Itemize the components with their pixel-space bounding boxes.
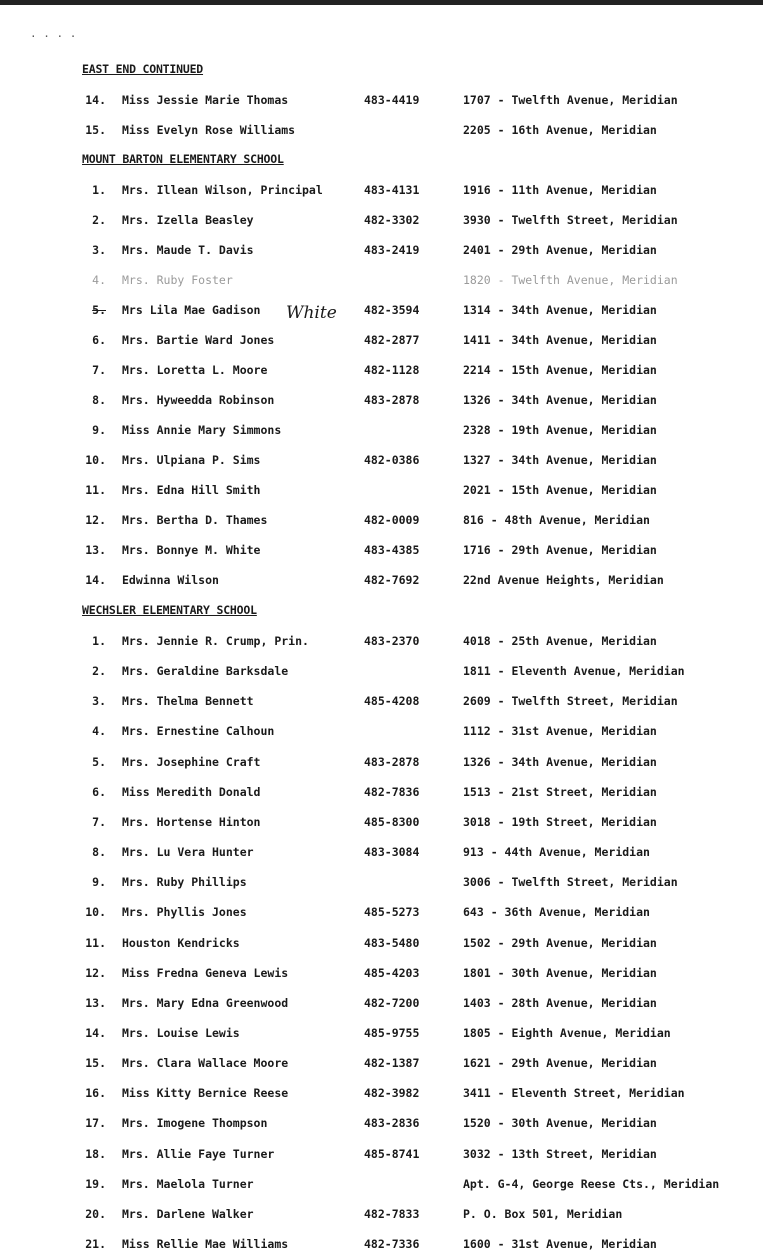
- entry-number: 7.: [92, 363, 106, 377]
- entry-number: 19.: [85, 1176, 106, 1191]
- entry-name: Mrs. Geraldine Barksdale: [122, 664, 289, 679]
- list-item: [0, 543, 763, 561]
- entry-number: 5.: [92, 754, 106, 769]
- entry-address: 3018 - 19th Street, Meridian: [463, 814, 657, 829]
- entry-address: 1811 - Eleventh Avenue, Meridian: [463, 664, 685, 679]
- entry-name: Mrs. Illean Wilson, Principal: [122, 183, 323, 197]
- entry-number: 11.: [85, 483, 106, 497]
- entry-name: Miss Kitty Bernice Reese: [122, 1086, 289, 1101]
- entry-address: 3411 - Eleventh Street, Meridian: [463, 1086, 685, 1101]
- entry-address: 2609 - Twelfth Street, Meridian: [463, 694, 678, 709]
- entry-name: Mrs. Ernestine Calhoun: [122, 724, 275, 739]
- entry-phone: 482-2877: [364, 333, 420, 347]
- list-item: [0, 93, 763, 111]
- entry-name: Miss Annie Mary Simmons: [122, 423, 282, 437]
- list-item: [0, 936, 763, 954]
- entry-address: 3930 - Twelfth Street, Meridian: [463, 213, 678, 227]
- top-border: [0, 0, 763, 5]
- entry-phone: 483-3084: [364, 845, 420, 860]
- entry-number: 5.: [92, 303, 106, 317]
- entry-address: 3006 - Twelfth Street, Meridian: [463, 875, 678, 890]
- entry-name: Mrs. Edna Hill Smith: [122, 483, 261, 497]
- entry-number: 17.: [85, 1116, 106, 1131]
- list-item: [0, 243, 763, 261]
- entry-name: Mrs. Ruby Foster: [122, 273, 233, 287]
- section-title-wechsler: WECHSLER ELEMENTARY SCHOOL: [82, 603, 257, 617]
- entry-name: Mrs. Hyweedda Robinson: [122, 393, 275, 407]
- entry-name: Mrs. Maude T. Davis: [122, 243, 254, 257]
- entry-name: Mrs. Ruby Phillips: [122, 875, 247, 890]
- entry-number: 9.: [92, 423, 106, 437]
- entry-name: Mrs. Louise Lewis: [122, 1025, 240, 1040]
- list-item: [0, 573, 763, 591]
- entry-name: Mrs. Bonnye M. White: [122, 543, 261, 557]
- list-item: [0, 1086, 763, 1104]
- entry-name: Mrs. Imogene Thompson: [122, 1116, 268, 1131]
- entry-address: 1411 - 34th Avenue, Meridian: [463, 333, 657, 347]
- entry-phone: 483-2836: [364, 1116, 420, 1131]
- entry-number: 4.: [92, 273, 106, 287]
- entry-name: Mrs. Darlene Walker: [122, 1206, 254, 1221]
- entry-number: 10.: [85, 905, 106, 920]
- entry-address: 4018 - 25th Avenue, Meridian: [463, 634, 657, 648]
- entry-phone: 482-0386: [364, 453, 420, 467]
- entry-address: 1801 - 30th Avenue, Meridian: [463, 965, 657, 980]
- entry-phone: 483-2419: [364, 243, 420, 257]
- list-item: [0, 1237, 763, 1255]
- entry-address: 3032 - 13th Street, Meridian: [463, 1146, 657, 1161]
- entry-phone: 482-7833: [364, 1206, 420, 1221]
- entry-name: Edwinna Wilson: [122, 573, 219, 587]
- entry-phone: 483-2370: [364, 634, 420, 648]
- list-item: [0, 664, 763, 682]
- entry-address: 2205 - 16th Avenue, Meridian: [463, 123, 657, 137]
- entry-number: 13.: [85, 995, 106, 1010]
- list-item: [0, 273, 763, 291]
- entry-address: 1600 - 31st Avenue, Meridian: [463, 1237, 657, 1251]
- list-item: [0, 996, 763, 1014]
- list-item: [0, 513, 763, 531]
- entry-address: 1513 - 21st Street, Meridian: [463, 784, 657, 799]
- entry-number: 1.: [92, 183, 106, 197]
- entry-address: 2021 - 15th Avenue, Meridian: [463, 483, 657, 497]
- entry-address: 1520 - 30th Avenue, Meridian: [463, 1116, 657, 1131]
- entry-number: 3.: [92, 243, 106, 257]
- entry-address: 1314 - 34th Avenue, Meridian: [463, 303, 657, 317]
- entry-name: Mrs. Hortense Hinton: [122, 814, 261, 829]
- entry-name: Mrs. Phyllis Jones: [122, 905, 247, 920]
- handwritten-annotation: White: [286, 303, 337, 323]
- entry-name: Mrs. Jennie R. Crump, Prin.: [122, 634, 309, 648]
- entry-address: 1916 - 11th Avenue, Meridian: [463, 183, 657, 197]
- entry-phone: 482-3302: [364, 213, 420, 227]
- entry-name: Mrs. Lu Vera Hunter: [122, 845, 254, 860]
- entry-address: 1112 - 31st Avenue, Meridian: [463, 724, 657, 739]
- entry-number: 2.: [92, 664, 106, 679]
- entry-name: Mrs. Bartie Ward Jones: [122, 333, 275, 347]
- entry-name: Miss Jessie Marie Thomas: [122, 93, 289, 107]
- entry-address: 2328 - 19th Avenue, Meridian: [463, 423, 657, 437]
- entry-phone: 483-4385: [364, 543, 420, 557]
- list-item: [0, 1026, 763, 1044]
- entry-name: Mrs. Allie Faye Turner: [122, 1146, 275, 1161]
- entry-address: 1326 - 34th Avenue, Meridian: [463, 393, 657, 407]
- scan-marks: · · · ·: [30, 30, 77, 43]
- entry-number: 13.: [85, 543, 106, 557]
- entry-phone: 482-7692: [364, 573, 420, 587]
- entry-address: Apt. G-4, George Reese Cts., Meridian: [463, 1176, 720, 1191]
- entry-address: 1502 - 29th Avenue, Meridian: [463, 935, 657, 950]
- entry-number: 18.: [85, 1146, 106, 1161]
- list-item: [0, 694, 763, 712]
- list-item: [0, 1147, 763, 1165]
- entry-number: 8.: [92, 845, 106, 860]
- entry-name: Mrs. Bertha D. Thames: [122, 513, 268, 527]
- entry-number: 12.: [85, 965, 106, 980]
- list-item: [0, 966, 763, 984]
- entry-number: 12.: [85, 513, 106, 527]
- entry-name: Mrs. Ulpiana P. Sims: [122, 453, 261, 467]
- entry-name: Miss Evelyn Rose Williams: [122, 123, 296, 137]
- entry-number: 20.: [85, 1206, 106, 1221]
- entry-address: 643 - 36th Avenue, Meridian: [463, 905, 650, 920]
- entry-phone: 485-8741: [364, 1146, 420, 1161]
- list-item: [0, 1056, 763, 1074]
- section-title-east-end: EAST END CONTINUED: [82, 62, 204, 76]
- entry-address: P. O. Box 501, Meridian: [463, 1206, 623, 1221]
- entry-name: Mrs Lila Mae Gadison: [122, 303, 261, 317]
- entry-address: 1326 - 34th Avenue, Meridian: [463, 754, 657, 769]
- entry-number: 16.: [85, 1086, 106, 1101]
- list-item: [0, 724, 763, 742]
- entry-number: 2.: [92, 213, 106, 227]
- entry-name: Mrs. Maelola Turner: [122, 1176, 254, 1191]
- entry-address: 1707 - Twelfth Avenue, Meridian: [463, 93, 678, 107]
- entry-phone: 482-7200: [364, 995, 420, 1010]
- entry-phone: 485-4208: [364, 694, 420, 709]
- list-item: [0, 1207, 763, 1225]
- entry-number: 10.: [85, 453, 106, 467]
- list-item: [0, 333, 763, 351]
- entry-name: Mrs. Thelma Bennett: [122, 694, 254, 709]
- list-item: [0, 905, 763, 923]
- list-item: [0, 755, 763, 773]
- entry-number: 14.: [85, 573, 106, 587]
- entry-number: 6.: [92, 333, 106, 347]
- entry-address: 2401 - 29th Avenue, Meridian: [463, 243, 657, 257]
- entry-phone: 483-5480: [364, 935, 420, 950]
- entry-phone: 482-3982: [364, 1086, 420, 1101]
- list-item: [0, 785, 763, 803]
- list-item: [0, 1116, 763, 1134]
- entry-number: 14.: [85, 1025, 106, 1040]
- list-item: [0, 483, 763, 501]
- entry-phone: 482-1128: [364, 363, 420, 377]
- entry-phone: 482-7836: [364, 784, 420, 799]
- entry-phone: 485-4203: [364, 965, 420, 980]
- list-item: [0, 423, 763, 441]
- entry-number: 4.: [92, 724, 106, 739]
- list-item: [0, 815, 763, 833]
- entry-name: Miss Meredith Donald: [122, 784, 261, 799]
- entry-number: 6.: [92, 784, 106, 799]
- entry-number: 7.: [92, 814, 106, 829]
- entry-number: 21.: [85, 1237, 106, 1251]
- entry-address: 1621 - 29th Avenue, Meridian: [463, 1056, 657, 1071]
- list-item: [0, 1177, 763, 1195]
- entry-number: 8.: [92, 393, 106, 407]
- entry-number: 15.: [85, 1056, 106, 1071]
- entry-address: 1805 - Eighth Avenue, Meridian: [463, 1025, 671, 1040]
- entry-phone: 482-0009: [364, 513, 420, 527]
- entry-name: Mrs. Loretta L. Moore: [122, 363, 268, 377]
- entry-address: 1716 - 29th Avenue, Meridian: [463, 543, 657, 557]
- entry-number: 9.: [92, 875, 106, 890]
- entry-phone: 485-9755: [364, 1025, 420, 1040]
- entry-phone: 483-4419: [364, 93, 420, 107]
- entry-name: Mrs. Josephine Craft: [122, 754, 261, 769]
- entry-number: 14.: [85, 93, 106, 107]
- entry-address: 1403 - 28th Avenue, Meridian: [463, 995, 657, 1010]
- entry-phone: 482-1387: [364, 1056, 420, 1071]
- list-item: [0, 213, 763, 231]
- entry-name: Mrs. Clara Wallace Moore: [122, 1056, 289, 1071]
- entry-phone: 483-2878: [364, 754, 420, 769]
- entry-address: 1327 - 34th Avenue, Meridian: [463, 453, 657, 467]
- list-item: [0, 634, 763, 652]
- entry-name: Miss Rellie Mae Williams: [122, 1237, 289, 1251]
- entry-name: Miss Fredna Geneva Lewis: [122, 965, 289, 980]
- entry-phone: 485-8300: [364, 814, 420, 829]
- list-item: [0, 875, 763, 893]
- entry-phone: 482-7336: [364, 1237, 420, 1251]
- entry-phone: 483-4131: [364, 183, 420, 197]
- entry-address: 22nd Avenue Heights, Meridian: [463, 573, 664, 587]
- list-item: [0, 453, 763, 471]
- entry-phone: 483-2878: [364, 393, 420, 407]
- entry-address: 2214 - 15th Avenue, Meridian: [463, 363, 657, 377]
- list-item: [0, 183, 763, 201]
- list-item: [0, 123, 763, 141]
- entry-name: Houston Kendricks: [122, 935, 240, 950]
- entry-name: Mrs. Mary Edna Greenwood: [122, 995, 289, 1010]
- entry-number: 1.: [92, 634, 106, 648]
- list-item: [0, 393, 763, 411]
- entry-number: 3.: [92, 694, 106, 709]
- entry-address: 1820 - Twelfth Avenue, Meridian: [463, 273, 678, 287]
- entry-number: 15.: [85, 123, 106, 137]
- entry-phone: 482-3594: [364, 303, 420, 317]
- entry-name: Mrs. Izella Beasley: [122, 213, 254, 227]
- list-item: [0, 363, 763, 381]
- entry-phone: 485-5273: [364, 905, 420, 920]
- section-title-mount-barton: MOUNT BARTON ELEMENTARY SCHOOL: [82, 152, 284, 166]
- entry-address: 913 - 44th Avenue, Meridian: [463, 845, 650, 860]
- list-item: [0, 845, 763, 863]
- entry-address: 816 - 48th Avenue, Meridian: [463, 513, 650, 527]
- entry-number: 11.: [85, 935, 106, 950]
- list-item: [0, 303, 763, 321]
